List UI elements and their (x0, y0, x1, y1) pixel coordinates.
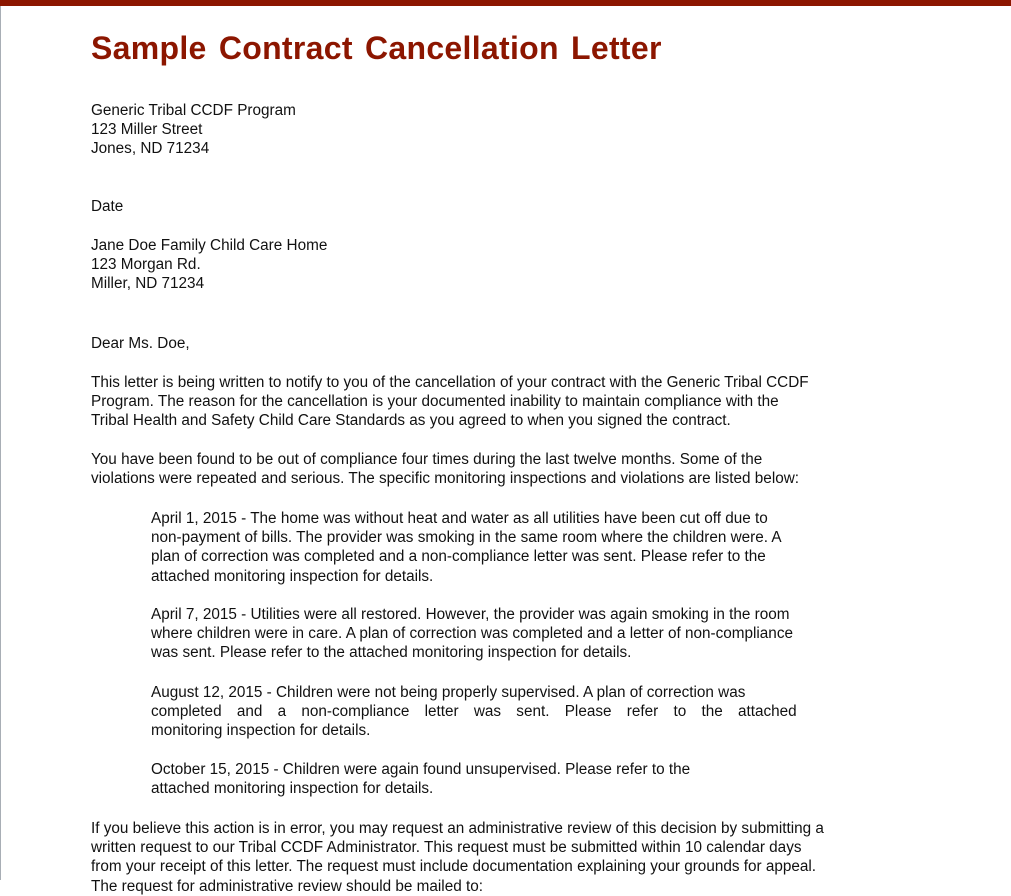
sender-city: Jones, ND 71234 (91, 140, 210, 158)
violation-line: was sent. Please refer to the attached monitoring inspection for details. (151, 644, 632, 662)
paragraph-notice (91, 373, 901, 431)
sender-street: 123 Miller Street (91, 121, 203, 139)
paragraph-compliance (91, 450, 901, 488)
violation-item (151, 509, 851, 586)
violation-line: plan of correction was completed and a non-compliance letter was sent. Please refer to the (151, 548, 766, 566)
violation-item (151, 605, 851, 663)
violation-line: October 15, 2015 - Children were again found unsupervised. Please refer to the (151, 761, 691, 778)
violation-line: monitoring inspection for details. (151, 722, 371, 740)
paragraph-line: This letter is being written to notify to you of the cancellation of your contract with the Generic Tribal CCDF (91, 374, 809, 391)
violation-line: attached monitoring inspection for details. (151, 780, 434, 798)
paragraph-line: The request for administrative review should be mailed to: (91, 877, 483, 895)
recipient-address (91, 236, 327, 294)
paragraph-line: Tribal Health and Safety Child Care Standards as you agreed to when you signed the contract. (91, 412, 731, 430)
recipient-street: 123 Morgan Rd. (91, 256, 201, 274)
date-label: Date (91, 198, 124, 215)
document-title: Sample Contract Cancellation Letter (91, 30, 662, 66)
recipient-name: Jane Doe Family Child Care Home (91, 237, 328, 254)
violation-line: completed and a non-compliance letter was sent. Please refer to the attached (151, 703, 797, 721)
violation-line: August 12, 2015 - Children were not being properly supervised. A plan of correction was (151, 684, 746, 701)
recipient-city: Miller, ND 71234 (91, 275, 205, 293)
paragraph-line: written request to our Tribal CCDF Administrator. This request must be submitted within 10 calendar days (91, 839, 802, 857)
top-accent-bar (0, 0, 1011, 6)
violation-line: April 7, 2015 - Utilities were all restored. However, the provider was again smoking in the room (151, 606, 790, 623)
page-edge (0, 6, 1, 880)
paragraph-line: If you believe this action is in error, you may request an administrative review of this decision by submitting a (91, 820, 824, 837)
violation-line: April 1, 2015 - The home was without heat and water as all utilities have been cut off due to (151, 510, 768, 527)
sender-address (91, 101, 296, 159)
violation-line: non-payment of bills. The provider was smoking in the same room where the children were. A (151, 529, 782, 547)
paragraph-line: from your receipt of this letter. The request must include documentation explaining your grounds for appeal. (91, 858, 817, 876)
sender-name: Generic Tribal CCDF Program (91, 102, 296, 119)
date-line (91, 197, 123, 216)
violation-item (151, 760, 851, 798)
paragraph-line: violations were repeated and serious. The specific monitoring inspections and violations are listed below: (91, 470, 800, 488)
violation-item (151, 683, 851, 741)
paragraph-line: Program. The reason for the cancellation is your documented inability to maintain compliance with the (91, 393, 779, 411)
violation-line: attached monitoring inspection for details. (151, 567, 434, 585)
paragraph-appeal (91, 819, 901, 896)
salutation (91, 334, 190, 353)
violation-line: where children were in care. A plan of correction was completed and a letter of non-compliance (151, 625, 793, 643)
salutation-text: Dear Ms. Doe, (91, 335, 190, 352)
paragraph-line: You have been found to be out of compliance four times during the last twelve months. Some of the (91, 451, 763, 468)
